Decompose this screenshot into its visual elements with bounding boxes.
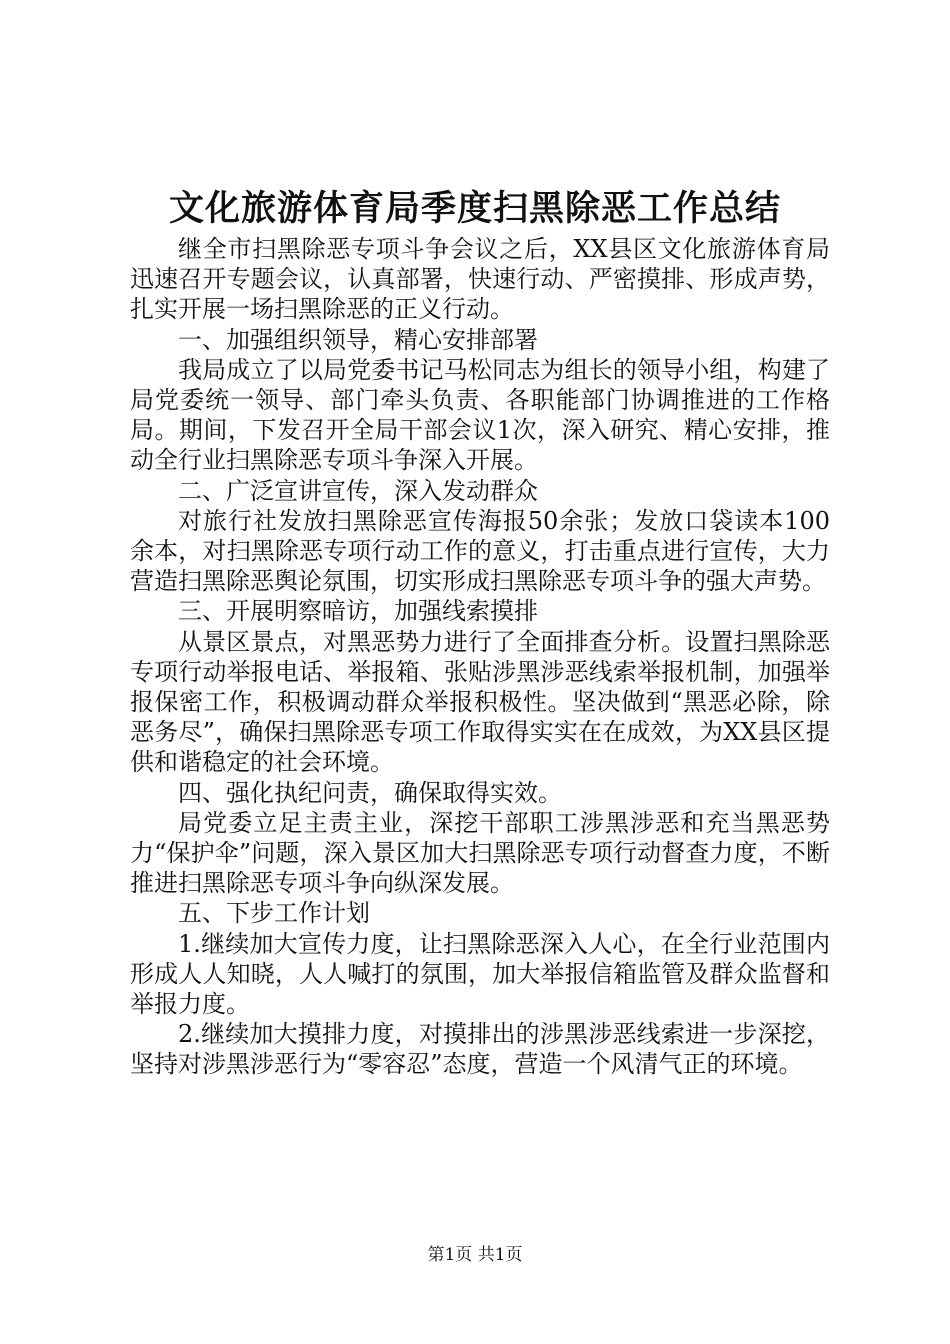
section-3-paragraph: 从景区景点，对黑恶势力进行了全面排查分析。设置扫黑除恶专项行动举报电话、举报箱、张贴涉黑涉恶线索举报机制，加强举报保密工作，积极调动群众举报积极性。坚决做到“黑恶必除，除恶务尽”，确保扫黑除恶专项工作取得实实在在成效，为XX县区提供和谐稳定的社会环境。 — [130, 627, 830, 777]
section-4-paragraph: 局党委立足主责主业，深挖干部职工涉黑涉恶和充当黑恶势力“保护伞”问题，深入景区加大扫黑除恶专项行动督查力度，不断推进扫黑除恶专项斗争向纵深发展。 — [130, 808, 830, 898]
document-title: 文化旅游体育局季度扫黑除恶工作总结 — [168, 188, 781, 229]
page-footer: 第1页 共1页 — [427, 1245, 523, 1265]
plan-item-2: 2.继续加大摸排力度，对摸排出的涉黑涉恶线索进一步深挖，坚持对涉黑涉恶行为“零容忍”态度，营造一个风清气正的环境。 — [130, 1020, 830, 1079]
section-1-heading: 一、加强组织领导，精心安排部署 — [178, 325, 538, 354]
plan-item-1: 1.继续加大宣传力度，让扫黑除恶深入人心，在全行业范围内形成人人知晓，人人喊打的氛围，加大举报信箱监管及群众监督和举报力度。 — [130, 929, 830, 1019]
section-4-heading: 四、强化执纪问责，确保取得实效。 — [178, 778, 562, 807]
section-5-heading: 五、下步工作计划 — [178, 899, 370, 928]
section-1-paragraph: 我局成立了以局党委书记马松同志为组长的领导小组，构建了局党委统一领导、部门牵头负责、各职能部门协调推进的工作格局。期间，下发召开全局干部会议1次，深入研究、精心安排，推动全行业扫黑除恶专项斗争深入开展。 — [130, 355, 830, 475]
section-3-heading: 三、开展明察暗访，加强线索摸排 — [178, 597, 538, 626]
section-2-heading: 二、广泛宣讲宣传，深入发动群众 — [178, 476, 538, 505]
section-2-paragraph: 对旅行社发放扫黑除恶宣传海报50余张；发放口袋读本100余本，对扫黑除恶专项行动工作的意义，打击重点进行宣传，大力营造扫黑除恶舆论氛围，切实形成扫黑除恶专项斗争的强大声势。 — [130, 506, 830, 596]
intro-paragraph: 继全市扫黑除恶专项斗争会议之后，XX县区文化旅游体育局迅速召开专题会议，认真部署，快速行动、严密摸排、形成声势，扎实开展一场扫黑除恶的正义行动。 — [130, 235, 830, 324]
document-body — [130, 234, 830, 1080]
